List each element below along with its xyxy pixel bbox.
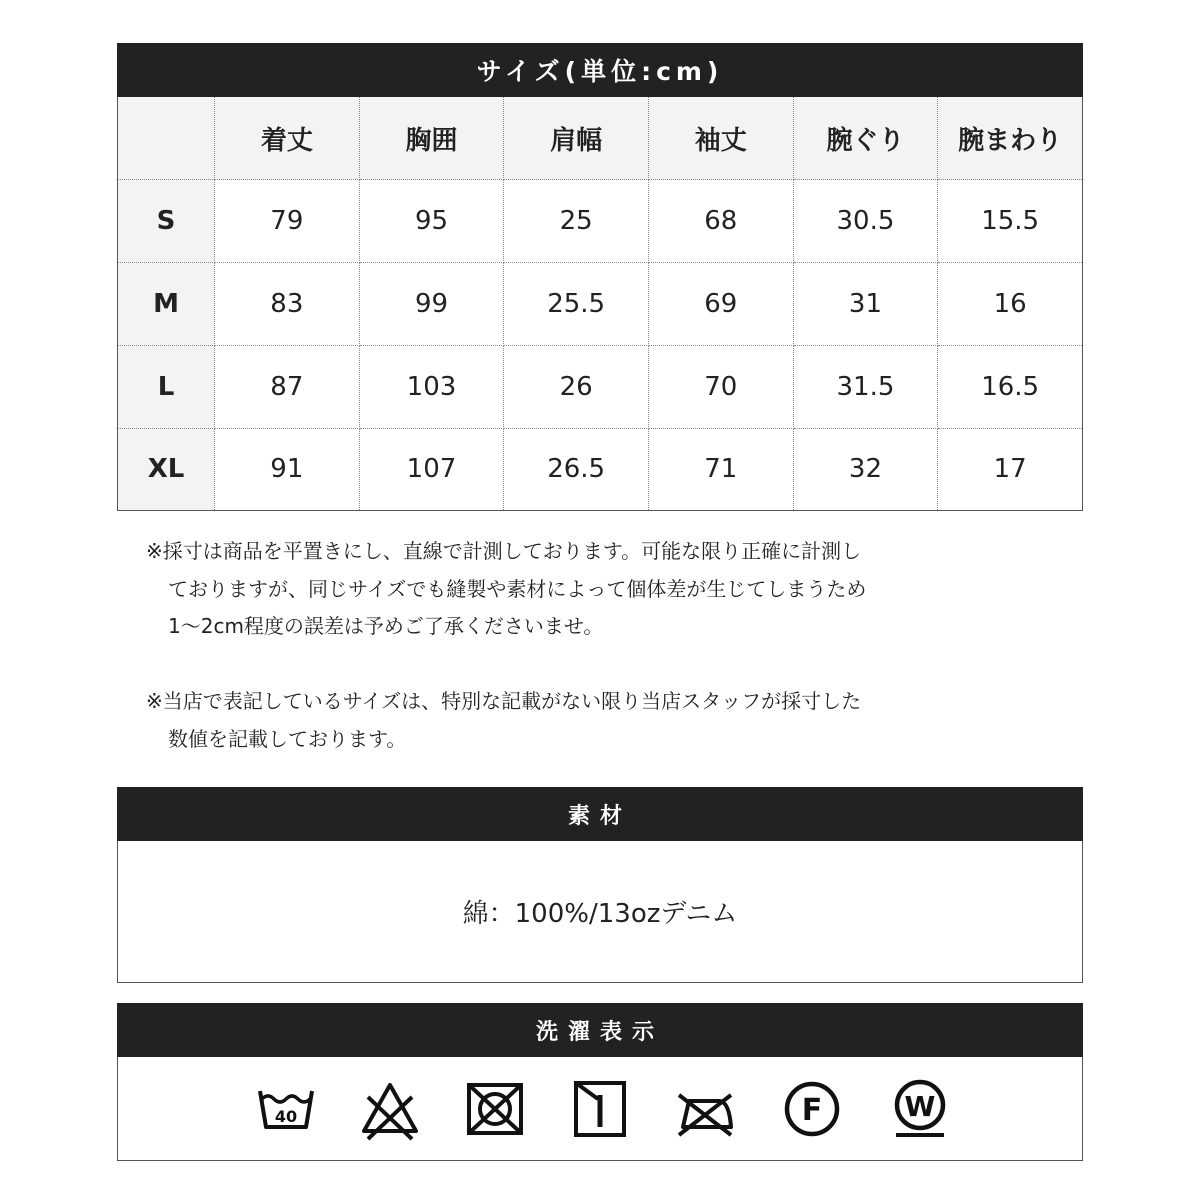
corner-cell (118, 97, 215, 180)
no-tumble-dry-icon (463, 1077, 527, 1141)
table-cell: 16.5 (938, 345, 1083, 428)
table-cell: 26 (504, 345, 649, 428)
wash-temp-label: 40 (274, 1107, 298, 1126)
no-bleach-icon (358, 1077, 422, 1141)
care-section-title: 洗濯表示 (535, 1019, 664, 1045)
table-cell: 107 (359, 428, 504, 511)
table-cell: 26.5 (504, 428, 649, 511)
table-cell: 25 (504, 180, 649, 263)
size-label: XL (118, 428, 215, 511)
no-iron-icon (673, 1077, 737, 1141)
table-cell: 31.5 (793, 345, 938, 428)
table-cell: 79 (215, 180, 360, 263)
table-row (118, 345, 1083, 428)
column-header-length: 着丈 (215, 97, 360, 180)
note-line: 1〜2cm程度の誤差は予めご了承くださいませ。 (168, 614, 604, 638)
table-cell: 83 (215, 263, 360, 346)
measurement-note (146, 533, 1006, 646)
table-cell: 71 (648, 428, 793, 511)
table-cell: 99 (359, 263, 504, 346)
table-cell: 69 (648, 263, 793, 346)
size-section-header (117, 43, 1083, 97)
column-header-sleeve: 袖丈 (648, 97, 793, 180)
table-cell: 16 (938, 263, 1083, 346)
table-cell: 30.5 (793, 180, 938, 263)
table-cell: 70 (648, 345, 793, 428)
material-box (117, 841, 1083, 983)
column-header-armhole: 腕ぐり (793, 97, 938, 180)
table-row (118, 263, 1083, 346)
note-line: ておりますが、同じサイズでも縫製や素材によって個体差が生じてしまうため (168, 576, 867, 601)
size-section-title: サイズ(単位:cm) (476, 57, 724, 86)
size-table-header-row (118, 97, 1083, 180)
column-header-arm-circumference: 腕まわり (938, 97, 1083, 180)
size-label-note (146, 683, 1006, 758)
care-section-header (117, 1003, 1083, 1057)
wash-40-icon (254, 1077, 318, 1141)
dry-clean-letter: F (801, 1093, 823, 1128)
table-cell: 17 (993, 454, 1027, 485)
table-cell: 91 (215, 428, 360, 511)
table-row (118, 428, 1083, 511)
note-line: ※採寸は商品を平置きにし、直線で計測しております。可能な限り正確に計測し (146, 539, 862, 563)
table-cell: 87 (215, 345, 360, 428)
care-symbols (117, 1057, 1083, 1161)
size-label: M (118, 263, 215, 346)
line-dry-icon (568, 1077, 632, 1141)
size-label: L (118, 345, 215, 428)
table-cell: 25.5 (504, 263, 649, 346)
table-cell: 15.5 (938, 180, 1083, 263)
table-cell: 103 (359, 345, 504, 428)
table-cell: 95 (359, 180, 504, 263)
table-row (118, 180, 1083, 263)
column-header-shoulder: 肩幅 (504, 97, 649, 180)
note-line: ※当店で表記しているサイズは、特別な記載がない限り当店スタッフが採寸した (146, 689, 862, 713)
size-table (117, 97, 1083, 511)
material-section-header (117, 787, 1083, 841)
dry-clean-f-icon (780, 1077, 844, 1141)
note-line: 数値を記載しております。 (168, 726, 407, 751)
wet-clean-letter: W (904, 1090, 936, 1123)
table-cell: 31 (793, 263, 938, 346)
table-cell: 68 (648, 180, 793, 263)
material-section-title: 素材 (567, 803, 632, 829)
wet-clean-w-icon (888, 1077, 952, 1141)
material-value: 綿：100%/13ozデニム (462, 899, 738, 929)
column-header-chest: 胸囲 (359, 97, 504, 180)
table-cell: 32 (793, 428, 938, 511)
size-label: S (118, 180, 215, 263)
